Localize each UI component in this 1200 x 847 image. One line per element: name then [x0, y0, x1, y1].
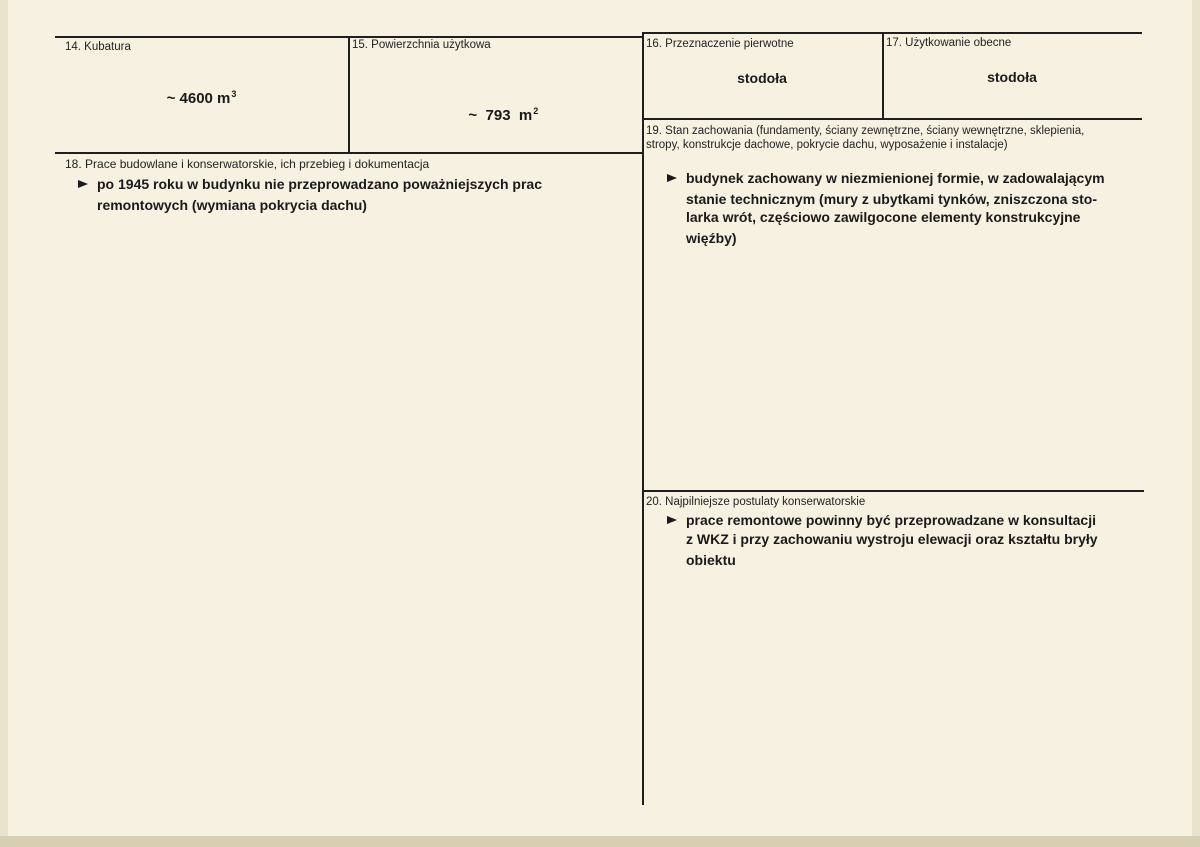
stan-line-3: larka wrót, częściowo zawilgocone elementy konstrukcyjne — [686, 209, 1081, 225]
postulaty-line-1: prace remontowe powinny być przeprowadzane w konsultacji — [686, 512, 1096, 528]
postulaty-line-2: z WKZ i przy zachowaniu wystroju elewacji oraz kształtu bryły — [686, 531, 1098, 547]
powierzchnia-value — [348, 89, 642, 141]
powierzchnia-label: 15. Powierzchnia użytkowa — [352, 39, 491, 51]
powierzchnia-unit-exponent: 2 — [533, 106, 539, 116]
rule-right-lower — [642, 490, 1144, 492]
prace-label: 18. Prace budowlane i konserwatorskie, ich przebieg i dokumentacja — [65, 157, 430, 171]
page-edge-left — [0, 0, 8, 847]
prace-bullet-icon — [78, 180, 88, 188]
przeznaczenie-value: stodoła — [737, 70, 787, 86]
rule-top-right — [642, 32, 1142, 34]
prace-line-1: po 1945 roku w budynku nie przeprowadzano poważniejszych prac — [97, 176, 542, 192]
uzytkowanie-label: 17. Użytkowanie obecne — [886, 37, 1012, 49]
kubatura-unit-exponent: 3 — [231, 89, 237, 99]
kubatura-value — [55, 89, 348, 107]
stan-bullet-icon — [667, 174, 677, 182]
kubatura-label: 14. Kubatura — [65, 41, 131, 53]
stan-label-line-2: stropy, konstrukcje dachowe, pokrycie dachu, wyposażenie i instalacje) — [646, 139, 1008, 151]
page-edge-bottom — [0, 836, 1200, 847]
rule-right-mid — [642, 118, 1142, 120]
stan-line-1: budynek zachowany w niezmienionej formie, w zadowalającym — [686, 170, 1105, 186]
postulaty-label: 20. Najpilniejsze postulaty konserwatorskie — [646, 496, 866, 508]
page-edge-right — [1192, 0, 1200, 847]
rule-center — [642, 32, 644, 805]
kubatura-number: ~ 4600 m — [166, 90, 231, 107]
postulaty-line-3: obiektu — [686, 552, 736, 568]
stan-line-4: więźby) — [686, 230, 737, 246]
prace-line-2: remontowych (wymiana pokrycia dachu) — [97, 197, 367, 213]
postulaty-bullet-icon — [667, 516, 677, 524]
uzytkowanie-value: stodoła — [987, 69, 1037, 85]
przeznaczenie-label: 16. Przeznaczenie pierwotne — [646, 38, 794, 50]
powierzchnia-number: ~ 793 m — [468, 107, 533, 124]
stan-label-line-1: 19. Stan zachowania (fundamenty, ściany zewnętrzne, ściany wewnętrzne, sklepienia, — [646, 125, 1085, 137]
stan-line-2: stanie technicznym (mury z ubytkami tynków, zniszczona sto- — [686, 191, 1098, 207]
rule-row2 — [55, 152, 642, 154]
